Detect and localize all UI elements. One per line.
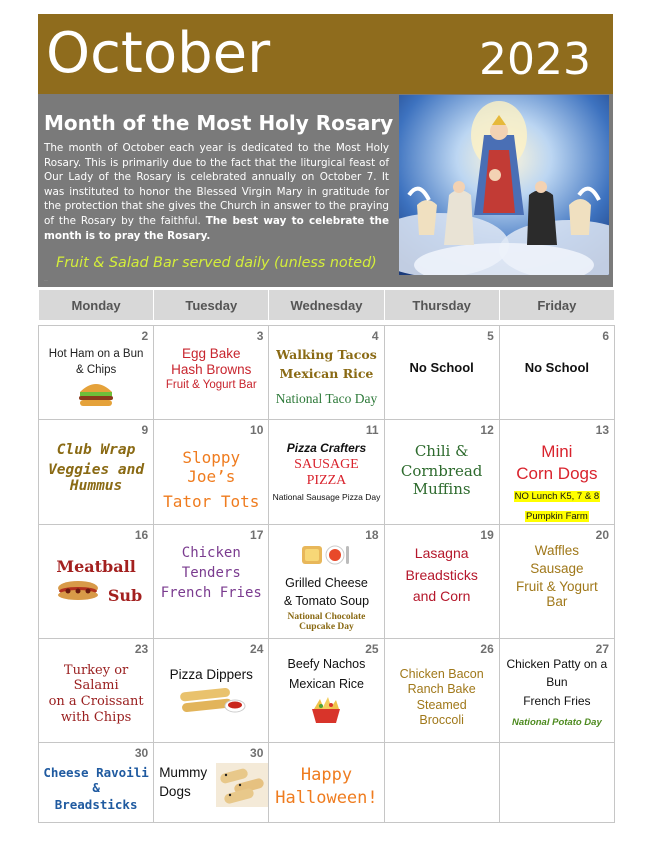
menu-line: Corn Dogs <box>516 464 598 483</box>
no-lunch-notice: NO Lunch K5, 7 & 8 <box>514 491 600 502</box>
menu-line: Waffles <box>534 543 579 558</box>
menu-line: with Chips <box>60 710 132 725</box>
menu-line: Breadsticks <box>405 567 478 583</box>
menu-line: No School <box>524 360 590 375</box>
day-cell-3 <box>154 326 269 420</box>
header-tuesday: Tuesday <box>154 290 269 321</box>
day-number: 16 <box>134 528 149 542</box>
menu-line: Pizza Crafters <box>286 441 367 455</box>
menu-line: Turkey or Salami <box>63 663 129 693</box>
menu-line: & Chips <box>75 364 117 376</box>
burger-icon <box>76 378 116 408</box>
menu-line: Hash Browns <box>171 362 252 377</box>
day-number: 13 <box>595 423 609 437</box>
day-cell-17 <box>154 525 269 639</box>
menu-line: Cornbread <box>400 462 483 480</box>
notice-line <box>503 506 611 524</box>
empty-day-cell <box>499 743 614 823</box>
day-number: 30 <box>250 746 264 760</box>
nachos-icon <box>306 695 346 725</box>
menu-line: National Chocolate <box>287 612 366 622</box>
day-number: 19 <box>480 528 494 542</box>
day-number: 24 <box>250 642 264 656</box>
day-cell-25 <box>269 639 384 743</box>
day-cell-24 <box>154 639 269 743</box>
day-number: 23 <box>134 642 149 656</box>
menu-line: Halloween! <box>275 788 378 808</box>
menu-line: Club Wrap <box>56 442 136 458</box>
day-cell-9 <box>39 420 154 525</box>
menu-line: Beefy Nachos <box>287 657 366 671</box>
month-title: October <box>46 21 271 86</box>
menu-line: Cupcake Day <box>299 622 354 632</box>
menu-line: Mini <box>541 442 573 461</box>
sub-row <box>42 576 150 612</box>
week-row <box>39 326 615 420</box>
day-cell-6 <box>499 326 614 420</box>
intro-paragraph-bold: The best way to celebrate the month is to pray the Rosary. <box>44 214 389 242</box>
menu-line: Muffins <box>412 480 471 498</box>
header-friday: Friday <box>499 290 614 321</box>
header-wednesday: Wednesday <box>269 290 384 321</box>
menu-line: Pizza Dippers <box>169 667 253 682</box>
day-number: 17 <box>250 528 264 542</box>
menu-line: Dogs <box>159 784 191 799</box>
day-cell-26 <box>384 639 499 743</box>
lunch-calendar <box>38 289 615 823</box>
menu-line: Sloppy Joe’s <box>182 448 241 486</box>
day-number: 5 <box>487 329 494 343</box>
header-thursday: Thursday <box>384 290 499 321</box>
day-cell-31 <box>269 743 384 823</box>
menu-line: National Sausage Pizza Day <box>272 492 381 502</box>
day-number: 20 <box>595 528 609 542</box>
day-number: 6 <box>602 329 609 343</box>
pizza-dippers-icon <box>176 684 246 716</box>
month-banner <box>38 14 613 94</box>
day-cell-30 <box>39 743 154 823</box>
fruit-bar-note: Fruit & Salad Bar served daily (unless noted) <box>56 255 377 271</box>
menu-line: Mummy <box>159 765 208 780</box>
menu-line: French Fries <box>160 585 262 601</box>
menu-line: Steamed <box>416 698 467 712</box>
day-number: 3 <box>256 329 264 343</box>
menu-line: Tator Tots <box>163 492 260 511</box>
day-cell-10 <box>154 420 269 525</box>
menu-line: Chicken Bacon <box>399 667 484 681</box>
day-cell-12 <box>384 420 499 525</box>
menu-line: SAUSAGE <box>294 457 359 472</box>
menu-line: Breadsticks <box>54 797 138 812</box>
day-number: 25 <box>365 642 379 656</box>
tiny-mark: .. <box>44 276 48 283</box>
day-cell-23 <box>39 639 154 743</box>
mummy-dogs-icon <box>216 763 268 807</box>
day-number: 11 <box>365 423 379 437</box>
menu-line: and Corn <box>412 588 471 604</box>
week-row <box>39 639 615 743</box>
day-number: 10 <box>250 423 264 437</box>
notice-line <box>503 486 611 504</box>
day-number: 4 <box>371 329 379 343</box>
header-monday: Monday <box>39 290 154 321</box>
day-cell-2 <box>39 326 154 420</box>
intro-title: Month of the Most Holy Rosary <box>44 111 394 135</box>
week-row <box>39 420 615 525</box>
day-cell-30b <box>154 743 269 823</box>
menu-line: Chicken Patty on a <box>506 657 608 671</box>
menu-line: Broccoli <box>419 713 464 727</box>
menu-line: Chicken <box>181 545 241 561</box>
menu-line: No School <box>409 360 474 375</box>
day-number: 9 <box>141 423 149 437</box>
intro-paragraph <box>44 141 389 243</box>
day-cell-13 <box>499 420 614 525</box>
menu-line: Bar <box>546 594 568 609</box>
menu-line: Cheese Ravoili & <box>43 765 149 795</box>
menu-line: Hummus <box>69 478 123 494</box>
day-number: 27 <box>595 642 609 656</box>
menu-line: Fruit & Yogurt Bar <box>165 379 257 391</box>
week-row <box>39 743 615 823</box>
menu-line: French Fries <box>523 694 591 708</box>
day-cell-5 <box>384 326 499 420</box>
grilled-cheese-soup-icon <box>298 543 354 567</box>
weekday-header-row <box>39 290 615 321</box>
menu-line: Sausage <box>530 561 584 576</box>
rosary-painting <box>399 95 609 275</box>
year-title: 2023 <box>479 34 591 85</box>
day-number: 26 <box>480 642 494 656</box>
day-number: 12 <box>480 423 494 437</box>
menu-line: Grilled Cheese <box>285 576 368 590</box>
day-cell-27 <box>499 639 614 743</box>
day-number: 30 <box>134 746 149 760</box>
menu-line: Hot Ham on a Bun <box>48 348 144 360</box>
menu-line: Ranch Bake <box>407 682 476 696</box>
menu-line: Chili & <box>414 442 469 460</box>
intro-paragraph-text: The month of October each year is dedicated to the Most Holy Rosary. This is primarily due to the fact that the liturgical feast of Our Lady of the Rosary is celebrated annually on October 7. It was instituted to honor the Blessed Virgin Mary in gratitude for the protection that she gives the Church in answer to the praying of the Rosary by the faithful. <box>44 142 389 227</box>
day-cell-4 <box>269 326 384 420</box>
day-number: 18 <box>365 528 379 542</box>
day-number: 2 <box>141 329 149 343</box>
menu-line: Sub <box>107 586 143 605</box>
day-cell-19 <box>384 525 499 639</box>
menu-line: Egg Bake <box>182 346 241 361</box>
menu-line: National Taco Day <box>275 391 378 406</box>
empty-day-cell <box>384 743 499 823</box>
menu-line: Tenders <box>181 565 241 581</box>
week-row <box>39 525 615 639</box>
rosary-painting-image <box>399 95 609 275</box>
menu-line: Veggies and <box>48 462 145 478</box>
menu-line: Bun <box>546 675 568 689</box>
menu-line: Fruit & Yogurt <box>515 579 598 594</box>
menu-line: PIZZA <box>306 473 347 488</box>
menu-line: Mexican Rice <box>279 366 374 381</box>
day-cell-16 <box>39 525 154 639</box>
menu-line: Meatball <box>56 557 136 576</box>
pumpkin-farm-notice: Pumpkin Farm <box>525 511 588 522</box>
menu-line: Happy <box>300 765 353 785</box>
menu-line: National Potato Day <box>512 717 602 728</box>
menu-line: Mexican Rice <box>288 677 364 691</box>
day-cell-20 <box>499 525 614 639</box>
menu-line: & Tomato Soup <box>283 594 370 608</box>
sub-sandwich-icon <box>56 578 100 602</box>
day-cell-11 <box>269 420 384 525</box>
menu-line: Lasagna <box>414 545 469 561</box>
day-cell-18 <box>269 525 384 639</box>
menu-line: Walking Tacos <box>276 347 377 362</box>
menu-line: on a Croissant <box>48 694 144 709</box>
